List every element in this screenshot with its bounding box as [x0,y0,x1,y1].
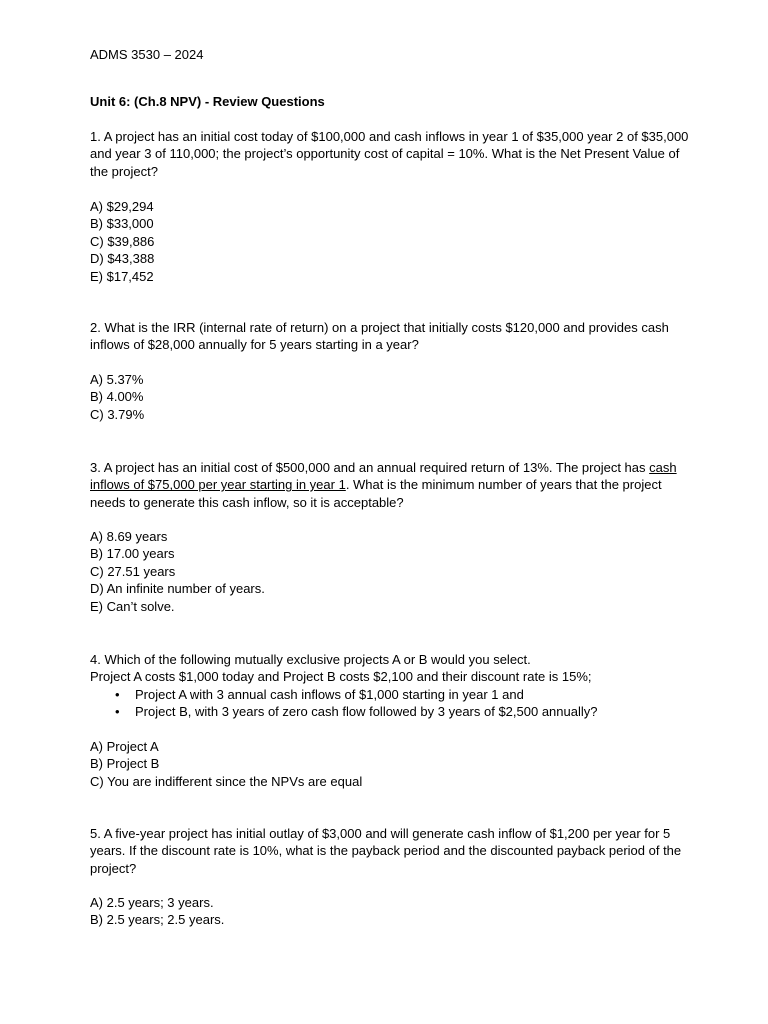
question-2 [90,319,690,354]
answer-option: B) 2.5 years; 2.5 years. [90,912,225,928]
question-3-text: . What is the minimum number of years that the project [345,477,662,493]
question-1-line: and year 3 of 110,000; the project’s opportunity cost of capital = 10%. What is the Net Present Value of [90,146,680,162]
question-2-options [90,371,690,423]
answer-option: A) 5.37% [90,372,144,387]
answer-option: B) 17.00 years [90,546,175,562]
question-3-line [90,459,690,476]
bullet-text: Project B, with 3 years of zero cash flow followed by 3 years of $2,500 annually? [135,704,598,720]
question-4-options [90,738,690,790]
question-3-underlined-text: inflows of $75,000 per year starting in year 1 [90,477,346,493]
question-3-underlined-text: cash [649,460,677,475]
answer-option: A) $29,294 [90,199,154,214]
unit-title-block [90,93,690,110]
question-1-options [90,198,690,285]
answer-option: B) 4.00% [90,389,144,405]
question-2-line: inflows of $28,000 annually for 5 years starting in a year? [90,337,419,353]
bullet-item [90,686,690,703]
question-4 [90,651,690,721]
answer-option: C) 3.79% [90,406,145,422]
question-1-line: the project? [90,163,158,179]
bullet-dot: • [115,686,120,702]
answer-option: E) $17,452 [90,268,154,284]
course-header [90,46,690,63]
answer-option: B) $33,000 [90,216,154,232]
answer-option: D) $43,388 [90,251,155,267]
question-5 [90,825,690,877]
unit-title: Unit 6: (Ch.8 NPV) - Review Questions [90,94,325,109]
question-3-text: 3. A project has an initial cost of $500,000 and an annual required return of 13%. The project has [90,460,650,475]
question-5-line: years. If the discount rate is 10%, what is the payback period and the discounted payback period of the [90,843,682,859]
answer-option: A) Project A [90,739,159,754]
course-code: ADMS 3530 – 2024 [90,47,204,62]
answer-option: B) Project B [90,756,160,772]
question-5-line: project? [90,860,137,876]
question-4-line: Project A costs $1,000 today and Project B costs $2,100 and their discount rate is 15%; [90,669,592,685]
answer-option: C) You are indifferent since the NPVs are equal [90,773,363,789]
answer-option: E) Can’t solve. [90,598,175,614]
bullet-item [90,703,690,720]
question-3-line [90,476,690,493]
question-1-line: 1. A project has an initial cost today of $100,000 and cash inflows in year 1 of $35,000 year 2 of $35,000 [90,129,689,144]
bullet-dot: • [115,704,120,720]
bullet-text: Project A with 3 annual cash inflows of $1,000 starting in year 1 and [135,686,524,702]
answer-option: A) 8.69 years [90,529,168,544]
answer-option: C) $39,886 [90,233,155,249]
answer-option: A) 2.5 years; 3 years. [90,895,214,910]
question-1 [90,128,690,180]
answer-option: D) An infinite number of years. [90,581,265,597]
question-3 [90,459,690,511]
question-2-line: 2. What is the IRR (internal rate of return) on a project that initially costs $120,000 and provides cash [90,320,669,335]
question-4-line: 4. Which of the following mutually exclusive projects A or B would you select. [90,652,531,667]
question-3-line: needs to generate this cash inflow, so it is acceptable? [90,494,404,510]
question-3-options [90,528,690,615]
question-5-line: 5. A five-year project has initial outlay of $3,000 and will generate cash inflow of $1,200 per year for 5 [90,826,671,841]
question-5-options [90,894,690,929]
answer-option: C) 27.51 years [90,563,176,579]
